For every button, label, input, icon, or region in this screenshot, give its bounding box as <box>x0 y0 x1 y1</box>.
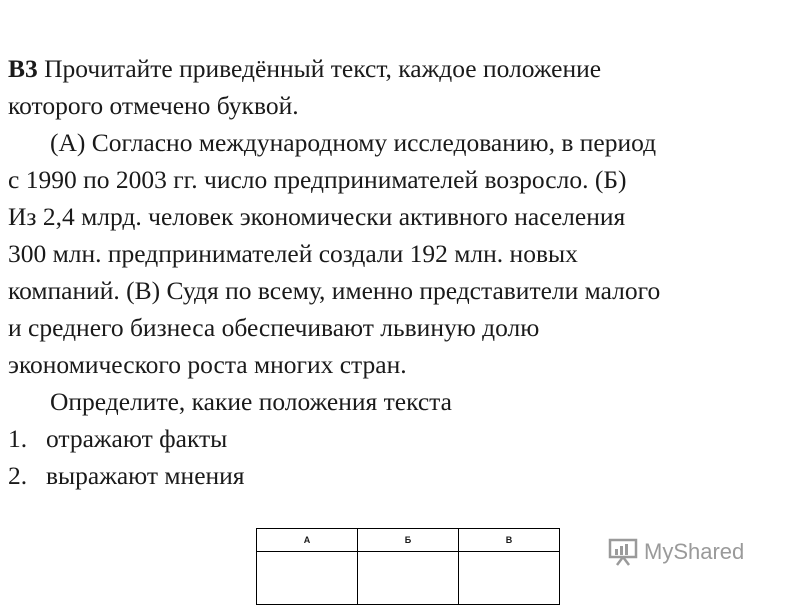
watermark <box>608 537 744 567</box>
paragraph-line: компаний. (В) Судя по всему, именно представители малого <box>8 276 661 305</box>
option-number: 1. <box>8 424 28 453</box>
answer-header-a: А <box>257 529 358 552</box>
paragraph-line: экономического роста многих стран. <box>8 350 407 379</box>
paragraph-line: (А) Согласно международному исследованию, в период <box>50 128 657 157</box>
option-text: выражают мнения <box>46 461 245 490</box>
question-text: Определите, какие положения текста <box>50 387 452 416</box>
task-intro-line <box>8 50 800 87</box>
paragraph-line: Из 2,4 млрд. человек экономически активного населения <box>8 202 626 231</box>
paragraph-line: с 1990 по 2003 гг. число предпринимателей возросло. (Б) <box>8 165 627 194</box>
presentation-icon <box>608 537 640 567</box>
answer-header-v: В <box>459 529 560 552</box>
answer-cell-v[interactable] <box>459 552 560 605</box>
paragraph-line: и среднего бизнеса обеспечивают львиную долю <box>8 313 540 342</box>
option-number: 2. <box>8 461 28 490</box>
answer-table <box>256 528 560 605</box>
option-item <box>8 420 800 457</box>
task-text <box>8 50 800 494</box>
answer-cell-a[interactable] <box>257 552 358 605</box>
answer-table-header <box>257 529 560 552</box>
answer-header-b: Б <box>358 529 459 552</box>
watermark-text: MyShared <box>644 539 745 564</box>
option-text: отражают факты <box>46 424 228 453</box>
paragraph-line: 300 млн. предпринимателей создали 192 млн. новых <box>8 239 578 268</box>
answer-cell-b[interactable] <box>358 552 459 605</box>
task-label: В3 <box>8 54 38 83</box>
task-intro-text: Прочитайте приведённый текст, каждое положение <box>37 54 602 83</box>
task-intro-line-2: которого отмечено буквой. <box>8 91 299 120</box>
answer-table-row <box>257 552 560 605</box>
option-item <box>8 457 800 494</box>
